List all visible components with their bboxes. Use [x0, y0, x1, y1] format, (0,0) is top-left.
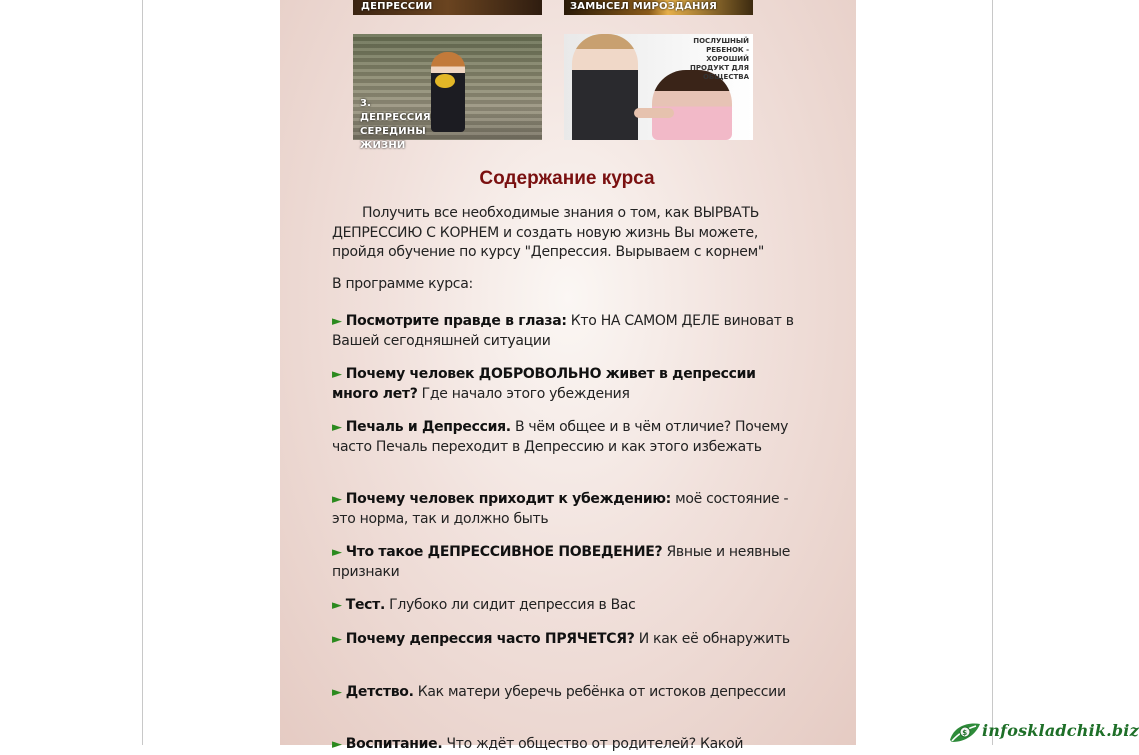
- thumbnail-caption: ДЕПРЕССИИ: [361, 1, 433, 12]
- thumbnail-caption: ЗАМЫСЕЛ МИРОЗДАНИЯ: [570, 1, 718, 12]
- scolding-mother-image: [572, 34, 638, 140]
- list-item: [332, 735, 802, 752]
- thumbnail-caption: 3. ДЕПРЕССИЯ СЕРЕДИНЫ ЖИЗНИ: [360, 98, 431, 151]
- item-lead: Воспитание.: [345, 736, 443, 752]
- item-lead: Почему человек приходит к убеждению:: [345, 491, 671, 507]
- bullet-arrow-icon: ►: [332, 598, 342, 613]
- item-lead: Почему депрессия часто ПРЯЧЕТСЯ?: [345, 631, 635, 647]
- list-item: [332, 312, 802, 351]
- item-lead: Почему человек ДОБРОВОЛЬНО живет в депрессии много лет?: [332, 366, 756, 402]
- list-item: [332, 683, 802, 703]
- course-thumbnail-2[interactable]: [564, 0, 753, 15]
- item-text: Явные и неявные признаки: [332, 544, 791, 580]
- item-text: Что ждёт общество от родителей? Какой: [442, 736, 744, 752]
- watermark-text: infoskladchik.biz: [982, 721, 1139, 740]
- list-item: [332, 630, 802, 650]
- item-text: Как матери уберечь ребёнка от истоков депрессии: [413, 684, 786, 700]
- bullet-arrow-icon: ►: [332, 492, 342, 507]
- list-item: [332, 490, 802, 529]
- list-item: [332, 365, 802, 404]
- course-thumbnail-4[interactable]: [564, 34, 753, 140]
- leaf-logo-icon: [948, 720, 982, 744]
- item-text: Где начало этого убеждения: [417, 385, 630, 402]
- list-item: [332, 418, 802, 457]
- item-lead: Посмотрите правде в глаза:: [345, 313, 567, 329]
- yellow-leaves-image: [435, 74, 455, 88]
- pointing-hand-image: [634, 108, 674, 118]
- bullet-arrow-icon: ►: [332, 420, 342, 435]
- item-lead: Тест.: [345, 597, 385, 613]
- bullet-arrow-icon: ►: [332, 314, 342, 329]
- item-text: И как её обнаружить: [634, 631, 790, 647]
- item-text: В чём общее и в чём отличие? Почему часто Печаль переходит в Депрессию и как этого избежать: [332, 419, 789, 455]
- item-lead: Печаль и Депрессия.: [345, 419, 511, 435]
- intro-paragraph: [332, 204, 802, 263]
- list-item: [332, 596, 802, 616]
- course-thumbnail-3[interactable]: [353, 34, 542, 151]
- thumbnail-caption: ПОСЛУШНЫЙ РЕБЕНОК - ХОРОШИЙ ПРОДУКТ ДЛЯ ОБЩЕСТВА: [690, 37, 749, 81]
- item-lead: Детство.: [345, 684, 414, 700]
- item-text: моё состояние - это норма, так и должно быть: [332, 491, 789, 527]
- list-item: [332, 543, 802, 582]
- watermark-logo[interactable]: [948, 718, 1139, 745]
- bullet-arrow-icon: ►: [332, 632, 342, 647]
- item-text: Кто НА САМОМ ДЕЛЕ виноват в Вашей сегодняшней ситуации: [332, 313, 794, 349]
- bullet-arrow-icon: ►: [332, 545, 342, 560]
- intro-text: Получить все необходимые знания о том, как ВЫРВАТЬ ДЕПРЕССИЮ С КОРНЕМ и создать новую жизнь Вы можете, пройдя обучение по курсу "Депрессия. Вырываем с корнем": [332, 205, 765, 260]
- svg-text:$: $: [962, 729, 968, 737]
- program-label: В программе курса:: [332, 276, 473, 292]
- item-lead: Что такое ДЕПРЕССИВНОЕ ПОВЕДЕНИЕ?: [345, 544, 663, 560]
- course-thumbnail-1[interactable]: [353, 0, 542, 15]
- bullet-arrow-icon: ►: [332, 737, 342, 752]
- bullet-arrow-icon: ►: [332, 367, 342, 382]
- bullet-arrow-icon: ►: [332, 685, 342, 700]
- item-text: Глубоко ли сидит депрессия в Вас: [384, 597, 636, 613]
- section-title: Содержание курса: [479, 168, 655, 189]
